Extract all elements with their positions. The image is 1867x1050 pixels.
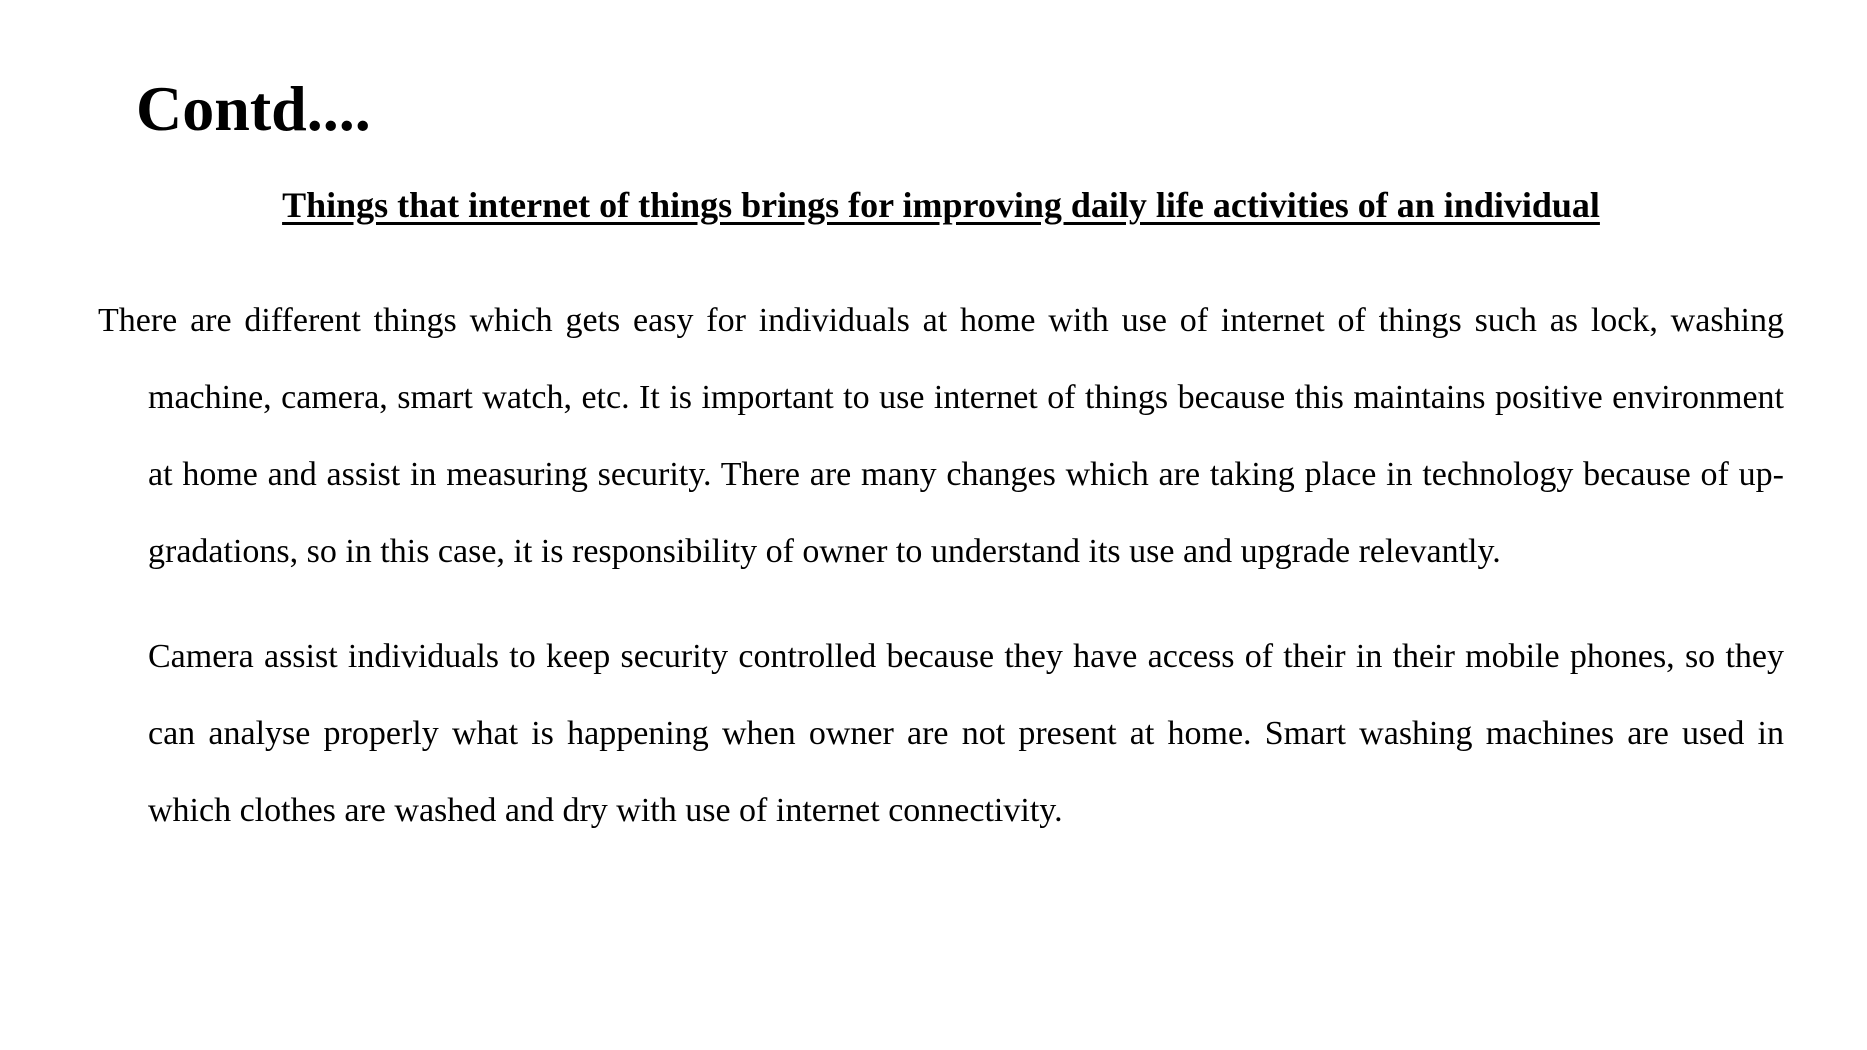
slide-title: Contd.... — [136, 73, 371, 144]
paragraph-2: Camera assist individuals to keep security controlled because they have access of their in their mobile phones, so they can analyse properly what is happening when owner are not present at home. Smart washing machines are used in which clothes are washed and dry with use of internet connectivity. — [148, 638, 1784, 829]
slide-body — [98, 282, 1784, 849]
paragraph-1: There are different things which gets easy for individuals at home with use of internet of things such as lock, washing machine, camera, smart watch, etc. It is important to use internet of things because this maintains positive environment at home and assist in measuring security. There are many changes which are taking place in technology because of up- gradations, so in this case, it is responsibility of owner to understand its use and upgrade relevantly. — [98, 302, 1784, 570]
slide-heading: Things that internet of things brings for improving daily life activities of an individual — [282, 185, 1600, 225]
